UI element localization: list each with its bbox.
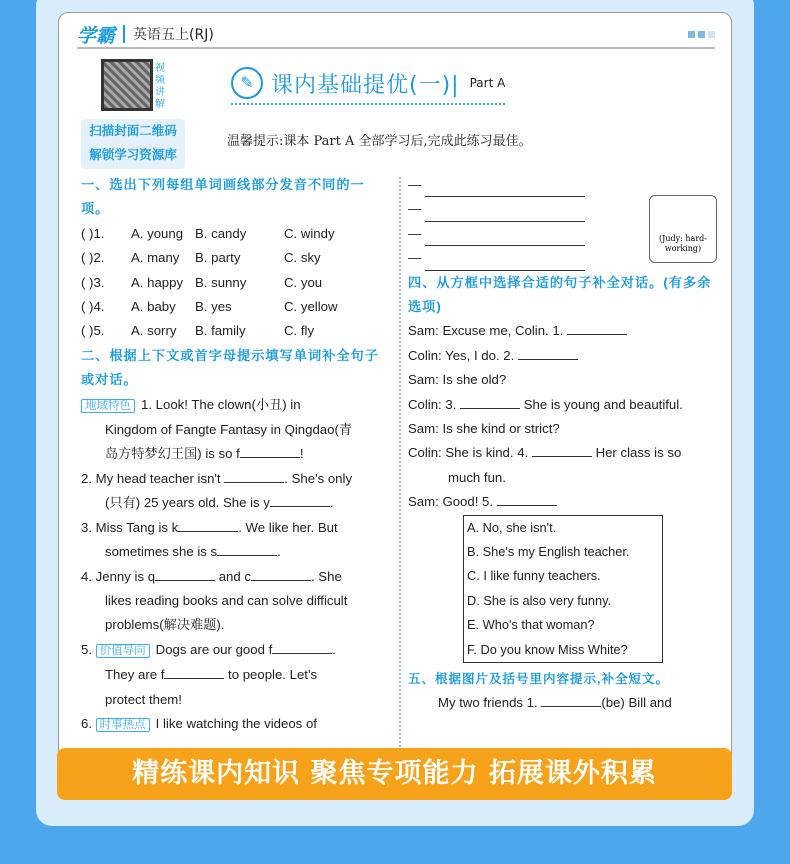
q1-line3: 岛方特梦幻王国) is so f: [105, 446, 240, 462]
q5-line2: They are f: [105, 667, 165, 683]
choice-row: [81, 319, 393, 343]
answer-blank[interactable]: [425, 255, 585, 271]
q5-line3: protect them!: [105, 691, 182, 707]
choice-row: [81, 246, 393, 270]
dialog-line: Sam: Is she kind or strict?: [408, 421, 560, 436]
decor-dots: [688, 31, 715, 38]
dash: —: [408, 176, 422, 192]
q5-num: 5.: [81, 641, 92, 657]
answer-blank[interactable]: [532, 441, 592, 457]
answer-blank[interactable]: [541, 691, 601, 707]
choice-b: B. family: [195, 323, 246, 339]
dash: —: [408, 250, 422, 266]
answer-blank[interactable]: [272, 638, 332, 654]
book-title: 英语五上(RJ): [133, 27, 214, 43]
answer-blank[interactable]: [270, 491, 330, 507]
scan-hint: [81, 119, 185, 169]
page-header: [77, 21, 715, 49]
choice-row: [81, 295, 393, 319]
title-text: 课内基础提优(一)|: [271, 72, 460, 98]
option-item: C. I like funny teachers.: [467, 568, 601, 584]
column-divider: [399, 177, 401, 771]
punct: .: [277, 544, 281, 560]
section-2-title: 二、根据上下文或首字母提示填写单词补全句子或对话。: [81, 347, 379, 388]
answer-blank[interactable]: [425, 230, 585, 246]
q4-line2: likes reading books and can solve difficult: [105, 592, 348, 608]
choice-b: B. party: [195, 250, 241, 266]
option-item: B. She's my English teacher.: [467, 544, 630, 560]
unlock-text: 解锁学习资源库: [89, 147, 177, 162]
choice-c: C. fly: [284, 323, 315, 339]
q6-line: I like watching the videos of: [155, 715, 317, 731]
choice-a: A. baby: [131, 299, 176, 315]
part-label: Part A: [469, 76, 506, 90]
right-column: [408, 173, 720, 716]
choice-n: ( )5.: [81, 323, 105, 339]
answer-blank[interactable]: [224, 467, 284, 483]
qr-label: 视频讲解: [155, 63, 165, 110]
answer-blank[interactable]: [240, 442, 300, 458]
punct: .: [329, 495, 334, 511]
tip-text: 温馨提示:课本 Part A 全部学习后,完成此练习最佳。: [227, 134, 532, 149]
dialog-line-b: Her class is so: [595, 445, 682, 461]
writing-line: [408, 222, 720, 246]
answer-blank[interactable]: [155, 565, 215, 581]
question-1: [81, 393, 393, 418]
choice-row: [81, 271, 393, 295]
choice-n: ( )4.: [81, 299, 105, 315]
answer-blank[interactable]: [425, 181, 585, 197]
section-title: [231, 67, 505, 105]
edit-note-icon: ✎: [231, 67, 263, 99]
answer-blank[interactable]: [164, 663, 224, 679]
options-box: [463, 515, 663, 663]
choice-c: C. sky: [284, 250, 321, 266]
writing-line: [408, 246, 720, 270]
writing-line: [408, 173, 720, 197]
q6-num: 6.: [81, 715, 92, 731]
section-4-title: 四、从方框中选择合适的句子补全对话。(有多余选项): [408, 274, 712, 314]
section-5-title: 五、根据图片及括号里内容提示,补全短文。: [408, 672, 669, 687]
left-column: [81, 173, 393, 737]
q2-line: 2. My head teacher isn't: [81, 470, 221, 486]
answer-blank[interactable]: [425, 206, 585, 222]
brand-logo: 学霸: [77, 24, 116, 47]
choice-a: A. sorry: [131, 323, 177, 339]
choice-a: A. young: [131, 225, 184, 241]
q4-line-b: . She: [310, 568, 342, 584]
answer-blank[interactable]: [518, 344, 578, 360]
choice-a: A. many: [131, 250, 180, 266]
answer-blank[interactable]: [567, 319, 627, 335]
option-item: E. Who's that woman?: [467, 617, 595, 633]
punct: !: [299, 446, 304, 462]
dialog-line-c: much fun.: [448, 469, 506, 485]
dash: —: [408, 225, 422, 241]
answer-blank[interactable]: [178, 516, 238, 532]
choice-b: B. yes: [195, 299, 232, 315]
scan-text: 扫描封面二维码: [89, 123, 177, 138]
answer-blank[interactable]: [251, 565, 311, 581]
worksheet-page: [58, 12, 732, 772]
promo-banner: 精练课内知识 聚焦专项能力 拓展课外积累: [57, 748, 732, 800]
punct: .: [332, 641, 336, 657]
choice-b: B. sunny: [195, 274, 247, 290]
choice-n: ( )3.: [81, 274, 105, 290]
sec5-line: My two friends 1.: [438, 695, 538, 711]
answer-blank[interactable]: [217, 540, 277, 556]
q3-line-b: . We like her. But: [238, 519, 338, 535]
section-1-title: 一、选出下列每组单词画线部分发音不同的一项。: [81, 177, 365, 217]
q3-line2: sometimes she is s: [105, 544, 218, 560]
q5-line2b: to people. Let's: [228, 667, 318, 683]
dialog-line: Colin: Yes, I do. 2.: [408, 347, 515, 363]
dialog-line-b: She is young and beautiful.: [523, 396, 683, 412]
dialog-line: Sam: Is she old?: [408, 372, 507, 388]
q1-line2: Kingdom of Fangte Fantasy in Qingdao(青: [105, 422, 353, 438]
q2-line-b: . She's only: [284, 470, 353, 486]
dialog-line: Sam: Good! 5.: [408, 494, 494, 510]
tag-current: 时事热点: [96, 718, 150, 732]
option-item: D. She is also very funny.: [467, 592, 612, 608]
dialog-line: Colin: She is kind. 4.: [408, 445, 529, 461]
q1-line: 1. Look! The clown(小丑) in: [141, 396, 301, 412]
divider: [123, 25, 125, 43]
q3-line: 3. Miss Tang is k: [81, 519, 179, 535]
judy-picture: (Judy: hard-working): [649, 195, 717, 263]
q2-line2: (只有) 25 years old. She is y: [105, 495, 270, 511]
choice-n: ( )2.: [81, 250, 105, 266]
choice-c: C. windy: [284, 225, 335, 241]
qr-code-icon[interactable]: [101, 59, 153, 111]
q4-line3: problems(解决难题).: [105, 617, 225, 633]
tag-values: 价值导向: [96, 644, 150, 658]
tag-regional: 地域特色: [81, 399, 135, 413]
choice-c: C. yellow: [284, 299, 338, 315]
q5-line: Dogs are our good f: [155, 641, 273, 657]
option-item: A. No, she isn't.: [467, 519, 557, 535]
choice-n: ( )1.: [81, 225, 105, 241]
option-item: F. Do you know Miss White?: [467, 641, 628, 657]
dialog-line: Sam: Excuse me, Colin. 1.: [408, 323, 564, 339]
answer-blank[interactable]: [460, 393, 520, 409]
writing-line: [408, 197, 720, 221]
q4-line: 4. Jenny is q: [81, 568, 156, 584]
q4-mid: and c: [218, 568, 251, 584]
choice-a: A. happy: [131, 274, 184, 290]
choice-b: B. candy: [195, 225, 247, 241]
dialog-line: Colin: 3.: [408, 396, 457, 412]
choice-c: C. you: [284, 274, 323, 290]
dash: —: [408, 201, 422, 217]
sec5-line-b: (be) Bill and: [601, 695, 672, 711]
choice-row: [81, 222, 393, 246]
answer-blank[interactable]: [497, 490, 557, 506]
